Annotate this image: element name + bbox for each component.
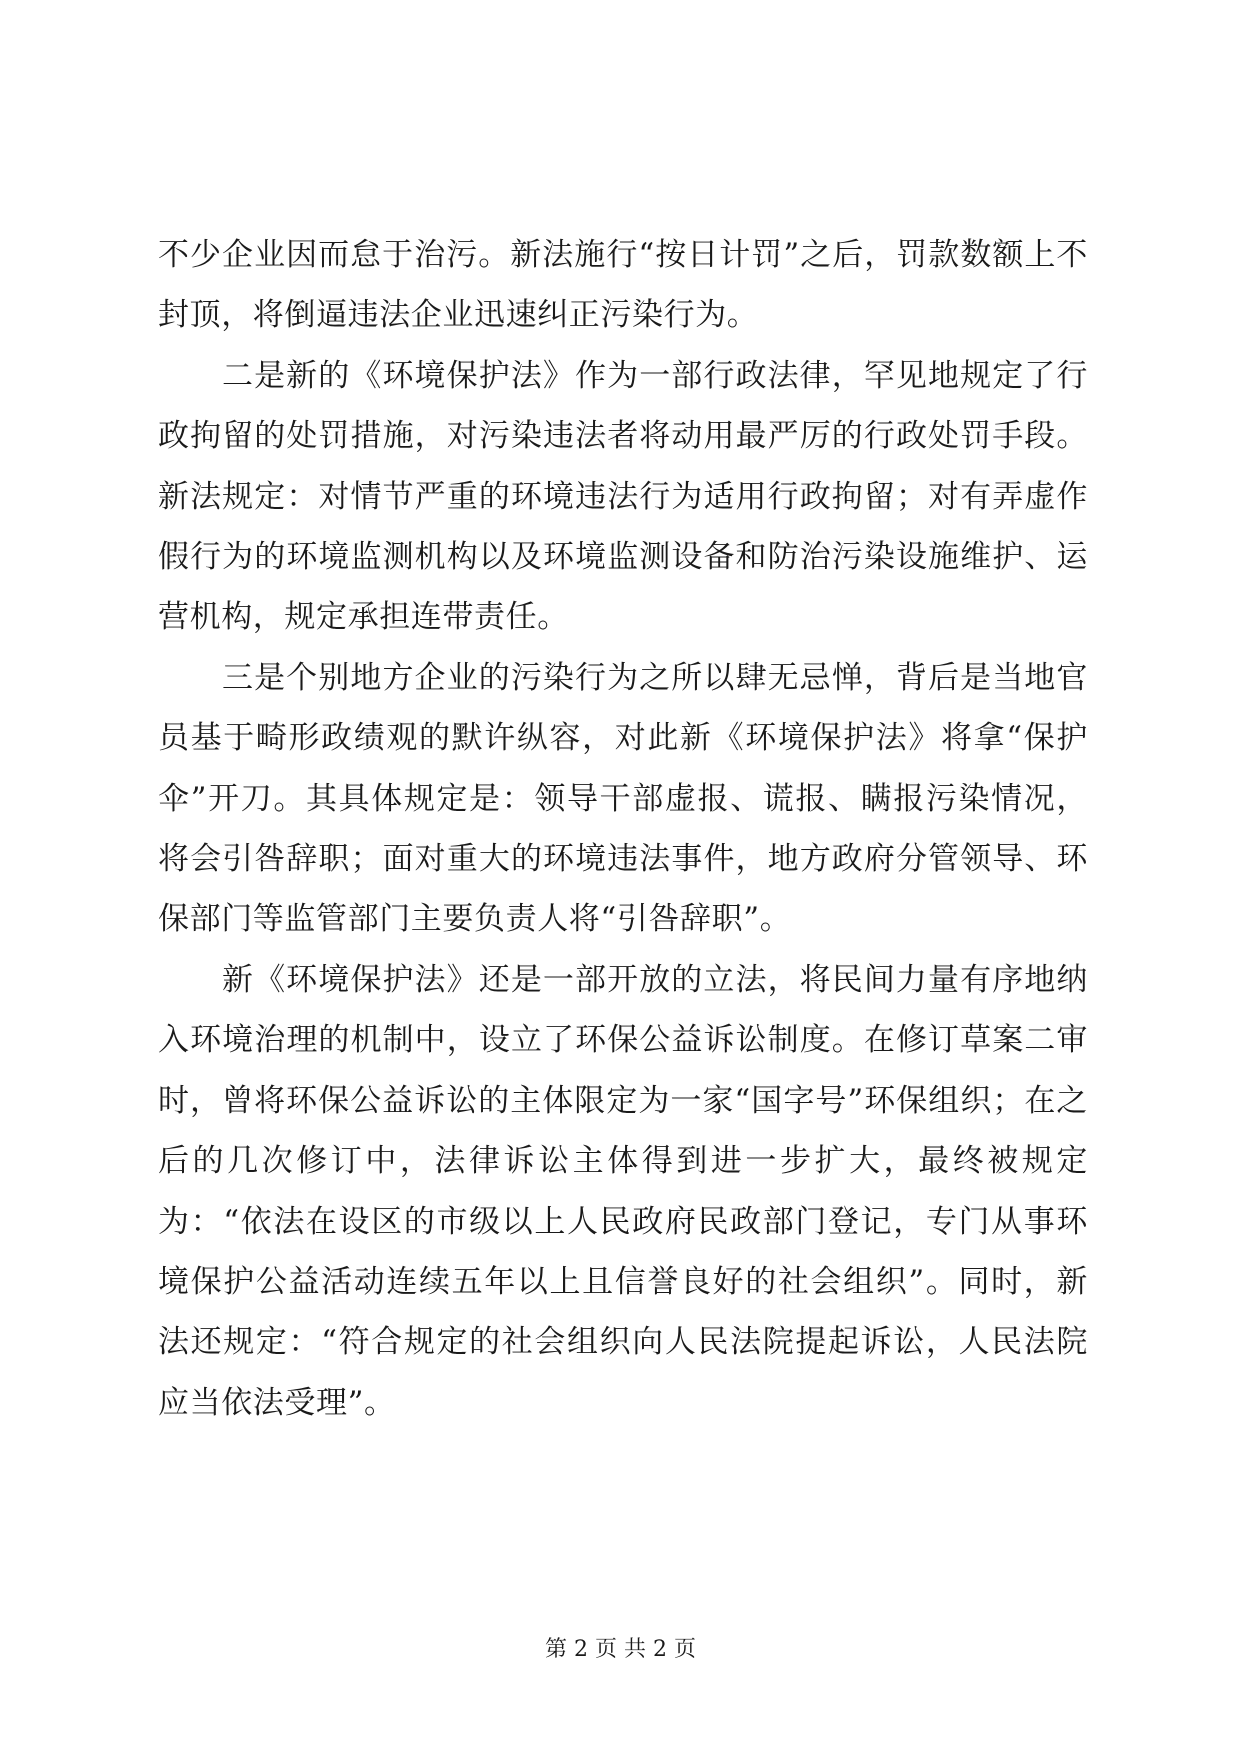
paragraph-3: 三是个别地方企业的污染行为之所以肆无忌惮，背后是当地官员基于畸形政绩观的默许纵容，对此新《环境保护法》将拿“保护伞”开刀。其具体规定是：领导干部虚报、谎报、瞒报污染情况，将会引咎辞职；面对重大的环境违法事件，地方政府分管领导、环保部门等监管部门主要负责人将“引咎辞职”。 <box>158 659 1088 938</box>
paragraph-1: 不少企业因而怠于治污。新法施行“按日计罚”之后，罚款数额上不封顶，将倒逼违法企业迅速纠正污染行为。 <box>158 237 1088 334</box>
document-body <box>158 225 1088 1433</box>
page-footer: 第 2 页 共 2 页 <box>545 1637 696 1662</box>
paragraph-2: 二是新的《环境保护法》作为一部行政法律，罕见地规定了行政拘留的处罚措施，对污染违法者将动用最严厉的行政处罚手段。新法规定：对情节严重的环境违法行为适用行政拘留；对有弄虚作假行为的环境监测机构以及环境监测设备和防治污染设施维护、运营机构，规定承担连带责任。 <box>158 357 1088 636</box>
paragraph-4: 新《环境保护法》还是一部开放的立法，将民间力量有序地纳入环境治理的机制中，设立了环保公益诉讼制度。在修订草案二审时，曾将环保公益诉讼的主体限定为一家“国字号”环保组织；在之后的几次修订中，法律诉讼主体得到进一步扩大，最终被规定为：“依法在设区的市级以上人民政府民政部门登记，专门从事环境保护公益活动连续五年以上且信誉良好的社会组织”。同时，新法还规定：“符合规定的社会组织向人民法院提起诉讼，人民法院应当依法受理”。 <box>158 961 1088 1421</box>
